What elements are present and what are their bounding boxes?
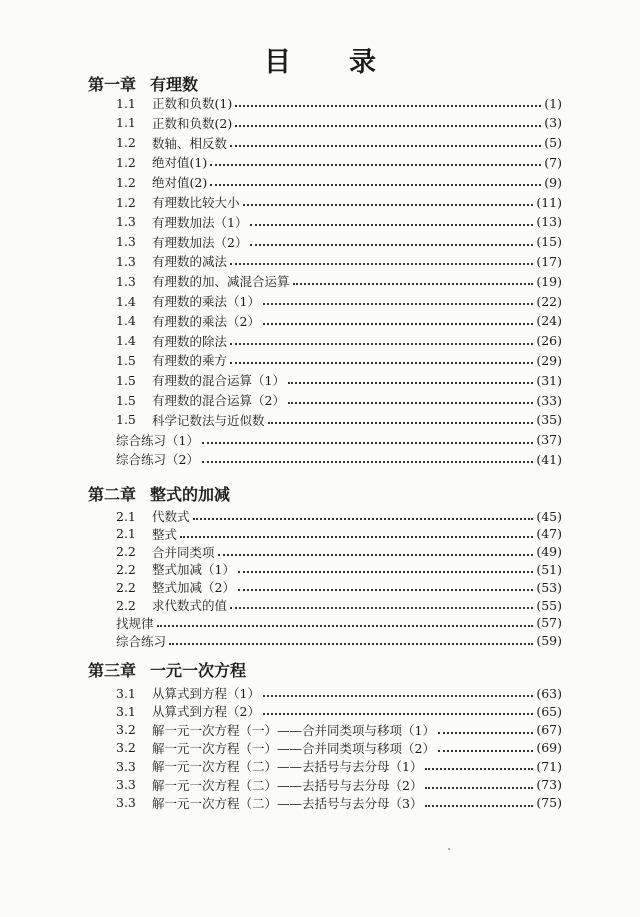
section-number: 2.2 bbox=[116, 544, 136, 560]
scan-speck bbox=[448, 848, 450, 850]
toc-entry bbox=[116, 756, 562, 776]
section-number: 1.3 bbox=[116, 234, 136, 250]
section-title: 合并同类项 bbox=[152, 544, 215, 560]
section-title: 综合练习（1） bbox=[116, 432, 199, 448]
page-number: (9) bbox=[544, 174, 562, 190]
section-title: 科学记数法与近似数 bbox=[152, 412, 265, 428]
section-number: 2.2 bbox=[116, 561, 136, 577]
dot-leader bbox=[263, 303, 533, 305]
section-number: 1.5 bbox=[116, 372, 136, 388]
section-number: 1.4 bbox=[116, 313, 136, 329]
toc-entry bbox=[116, 291, 562, 311]
section-title: 综合练习 bbox=[116, 633, 167, 649]
page-number: (1) bbox=[544, 95, 562, 111]
dot-leader bbox=[230, 145, 541, 147]
section-title: 整式加减（1） bbox=[152, 562, 235, 578]
page-number: (75) bbox=[536, 795, 562, 811]
toc-entry bbox=[116, 370, 562, 390]
dot-leader bbox=[263, 695, 533, 697]
page-number: (57) bbox=[536, 615, 562, 631]
dot-leader bbox=[210, 184, 541, 186]
page-number: (67) bbox=[536, 722, 562, 738]
section-title: 有理数的减法 bbox=[152, 254, 228, 270]
toc-entry bbox=[116, 631, 562, 651]
section-number: 3.3 bbox=[116, 758, 136, 774]
chapter-heading bbox=[88, 482, 230, 505]
section-title: 数轴、相反数 bbox=[152, 135, 228, 151]
toc-entry bbox=[116, 93, 562, 113]
page-number: (26) bbox=[536, 333, 562, 349]
section-number: 3.2 bbox=[116, 722, 136, 738]
section-number: 1.2 bbox=[116, 135, 136, 151]
toc-entry bbox=[116, 701, 562, 721]
section-title: 从算式到方程（2） bbox=[152, 704, 260, 720]
page-number: (47) bbox=[536, 526, 562, 542]
toc-entry bbox=[116, 212, 562, 232]
dot-leader bbox=[238, 571, 533, 573]
page-number: (41) bbox=[536, 451, 562, 467]
dot-leader bbox=[268, 422, 534, 424]
section-title: 有理数的乘法（2） bbox=[152, 313, 260, 329]
section-title: 有理数加法（2） bbox=[152, 234, 248, 250]
page-number: (31) bbox=[536, 372, 562, 388]
dot-leader bbox=[202, 442, 533, 444]
dot-leader bbox=[230, 343, 533, 345]
dot-leader bbox=[250, 244, 533, 246]
section-title: 综合练习（2） bbox=[116, 452, 199, 468]
section-title: 正数和负数(2) bbox=[152, 115, 233, 131]
chapter-number: 第一章 bbox=[88, 75, 137, 94]
toc-entry bbox=[116, 152, 562, 172]
toc-entry bbox=[116, 271, 562, 291]
chapter-title: 有理数 bbox=[150, 75, 199, 94]
page-number: (45) bbox=[536, 508, 562, 524]
page-number: (65) bbox=[536, 703, 562, 719]
chapter-number: 第三章 bbox=[88, 661, 137, 680]
toc-entry bbox=[116, 720, 562, 740]
dot-leader bbox=[180, 536, 533, 538]
section-title: 整式加减（2） bbox=[152, 580, 235, 596]
dot-leader bbox=[288, 402, 533, 404]
page-number: (49) bbox=[536, 544, 562, 560]
page-number: (33) bbox=[536, 392, 562, 408]
page-number: (19) bbox=[536, 273, 562, 289]
toc-entry bbox=[116, 775, 562, 795]
page-number: (17) bbox=[536, 253, 562, 269]
toc-entry bbox=[116, 192, 562, 212]
dot-leader bbox=[238, 589, 533, 591]
section-title: 求代数式的值 bbox=[152, 598, 228, 613]
dot-leader bbox=[210, 164, 541, 166]
dot-leader bbox=[263, 713, 533, 715]
dot-leader bbox=[230, 263, 533, 265]
page-number: (69) bbox=[536, 740, 562, 756]
section-title: 有理数的混合运算（2） bbox=[152, 393, 285, 408]
section-title: 有理数的混合运算（1） bbox=[152, 373, 285, 389]
dot-leader bbox=[230, 607, 533, 609]
section-number: 2.2 bbox=[116, 597, 136, 613]
page-number: (55) bbox=[536, 597, 562, 613]
toc-entry bbox=[116, 133, 562, 153]
section-number: 3.3 bbox=[116, 777, 136, 792]
toc-entry bbox=[116, 430, 562, 450]
section-title: 绝对值(1) bbox=[152, 155, 208, 171]
dot-leader bbox=[202, 461, 533, 463]
chapter-title: 一元一次方程 bbox=[150, 661, 247, 680]
page-number: (15) bbox=[536, 234, 562, 250]
toc-entry bbox=[116, 331, 562, 351]
section-title: 从算式到方程（1） bbox=[152, 686, 260, 701]
section-title: 解一元一次方程（二）——去括号与去分母（3） bbox=[152, 795, 423, 811]
page-number: (53) bbox=[536, 579, 562, 595]
section-number: 2.1 bbox=[116, 508, 136, 524]
section-title: 有理数的加、减混合运算 bbox=[152, 274, 290, 290]
dot-leader bbox=[169, 643, 533, 645]
section-title: 有理数的乘方 bbox=[152, 353, 228, 369]
section-number: 2.1 bbox=[116, 526, 136, 542]
section-title: 解一元一次方程（一）——合并同类项与移项（2） bbox=[152, 740, 435, 756]
toc-entry bbox=[116, 311, 562, 331]
page-number: (71) bbox=[536, 758, 562, 774]
page-number: (51) bbox=[536, 561, 562, 577]
section-title: 解一元一次方程（一）——合并同类项与移项（1） bbox=[152, 722, 435, 738]
dot-leader bbox=[425, 787, 533, 789]
section-title: 解一元一次方程（二）——去括号与去分母（1） bbox=[152, 759, 423, 775]
page-number: (59) bbox=[536, 633, 562, 649]
section-number: 1.3 bbox=[116, 273, 136, 289]
chapter-number: 第二章 bbox=[88, 485, 137, 504]
page-number: (73) bbox=[536, 777, 562, 792]
toc-entry bbox=[116, 410, 562, 430]
dot-leader bbox=[425, 768, 533, 770]
section-number: 3.1 bbox=[116, 703, 136, 719]
page-number: (63) bbox=[536, 685, 562, 701]
chapter-heading bbox=[88, 658, 246, 681]
section-number: 1.1 bbox=[116, 95, 136, 111]
section-title: 有理数比较大小 bbox=[152, 195, 240, 210]
section-number: 1.1 bbox=[116, 115, 136, 131]
toc-entry bbox=[116, 172, 562, 192]
section-number: 1.2 bbox=[116, 174, 136, 190]
section-title: 有理数的乘法（1） bbox=[152, 294, 260, 309]
section-number: 3.1 bbox=[116, 685, 136, 701]
section-number: 1.5 bbox=[116, 392, 136, 408]
toc-entry bbox=[116, 683, 562, 703]
page-number: (35) bbox=[536, 412, 562, 428]
dot-leader bbox=[157, 625, 534, 627]
section-number: 1.4 bbox=[116, 333, 136, 349]
section-title: 绝对值(2) bbox=[152, 175, 208, 191]
dot-leader bbox=[425, 805, 533, 807]
page-number: (37) bbox=[536, 432, 562, 448]
section-title: 代数式 bbox=[152, 509, 190, 524]
toc-entry bbox=[116, 232, 562, 252]
dot-leader bbox=[230, 362, 533, 364]
section-number: 1.3 bbox=[116, 214, 136, 230]
toc-entry bbox=[116, 251, 562, 271]
chapter-heading bbox=[88, 72, 198, 95]
dot-leader bbox=[438, 750, 533, 752]
dot-leader bbox=[288, 382, 533, 384]
section-title: 整式 bbox=[152, 526, 178, 542]
page-number: (7) bbox=[544, 154, 562, 170]
section-number: 1.5 bbox=[116, 352, 136, 368]
page-number: (22) bbox=[536, 293, 562, 309]
page-title: 目录 bbox=[264, 47, 434, 78]
page-number: (3) bbox=[544, 115, 562, 131]
dot-leader bbox=[218, 554, 534, 556]
dot-leader bbox=[438, 732, 533, 734]
page-number: (13) bbox=[536, 214, 562, 230]
section-number: 3.2 bbox=[116, 740, 136, 756]
page-number: (11) bbox=[536, 194, 562, 210]
dot-leader bbox=[250, 224, 533, 226]
dot-leader bbox=[293, 283, 534, 285]
section-title: 正数和负数(1) bbox=[152, 96, 233, 111]
section-number: 1.5 bbox=[116, 412, 136, 428]
section-number: 2.2 bbox=[116, 579, 136, 595]
dot-leader bbox=[235, 125, 541, 127]
section-title: 有理数的除法 bbox=[152, 333, 228, 349]
page-number: (5) bbox=[544, 135, 562, 151]
chapter-title: 整式的加减 bbox=[150, 485, 231, 504]
dot-leader bbox=[243, 204, 534, 206]
toc-entry bbox=[116, 350, 562, 370]
section-title: 有理数加法（1） bbox=[152, 214, 248, 230]
dot-leader bbox=[263, 323, 533, 325]
section-number: 3.3 bbox=[116, 795, 136, 811]
dot-leader bbox=[235, 105, 541, 107]
section-title: 解一元一次方程（二）——去括号与去分母（2） bbox=[152, 777, 423, 793]
dot-leader bbox=[193, 518, 534, 520]
section-number: 1.2 bbox=[116, 154, 136, 170]
toc-entry bbox=[116, 390, 562, 410]
page-number: (24) bbox=[536, 313, 562, 329]
page-number: (29) bbox=[536, 352, 562, 368]
section-number: 1.3 bbox=[116, 253, 136, 269]
toc-entry bbox=[116, 738, 562, 758]
toc-entry bbox=[116, 793, 562, 813]
toc-entry bbox=[116, 113, 562, 133]
section-number: 1.2 bbox=[116, 194, 136, 210]
section-number: 1.4 bbox=[116, 293, 136, 309]
section-title: 找规律 bbox=[116, 615, 154, 631]
toc-entry bbox=[116, 449, 562, 469]
